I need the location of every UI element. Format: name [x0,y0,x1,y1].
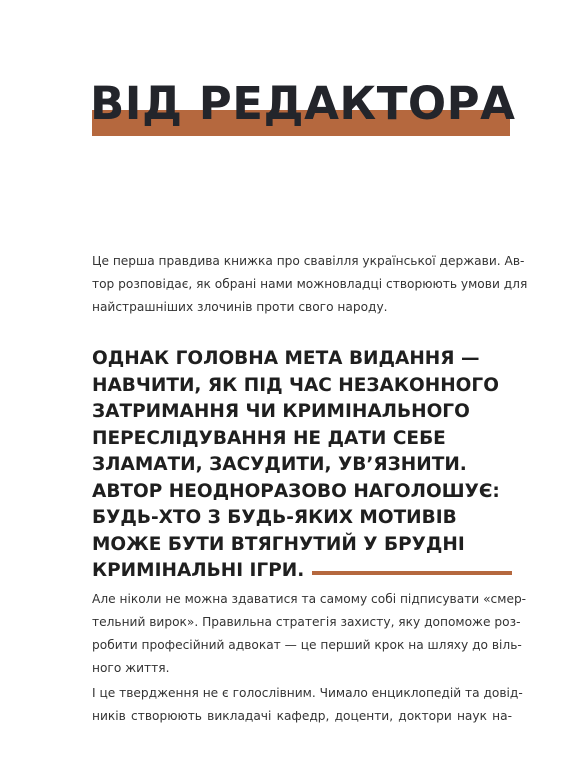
quote-line-5: ЗЛАМАТИ, ЗАСУДИТИ, УВ’ЯЗНИТИ. [92,454,467,475]
strategy-line-4: ного життя. [92,661,170,675]
quote-line-6: АВТОР НЕОДНОРАЗОВО НАГОЛОШУЄ: [92,480,500,502]
strategy-paragraph [92,588,527,680]
intro-line-2: тор розповідає, як обрані нами можновладці створюють умови для [92,277,528,291]
intro-paragraph [92,250,528,319]
intro-line-3: найстрашніших злочинів проти свого народу. [92,300,388,314]
strategy-line-3: робити професійний адвокат — це перший крок на шляху до віль- [92,638,522,652]
quote-accent-rule [312,571,512,575]
quote-line-1: ОДНАК ГОЛОВНА МЕТА ВИДАННЯ — [92,348,480,369]
evidence-line-2: ників створюють викладачі кафедр, доценти, доктори наук на- [92,709,512,723]
quote-last-row [92,558,512,585]
evidence-paragraph [92,682,523,728]
page-title: ВІД РЕДАКТОРА [90,77,516,130]
pull-quote [92,346,512,585]
intro-line-1: Це перша правдива книжка про свавілля української держави. Ав- [92,254,525,268]
strategy-line-1: Але ніколи не можна здаватися та самому собі підписувати «смер- [92,592,527,606]
quote-line-9: КРИМІНАЛЬНІ ІГРИ. [92,560,305,581]
quote-line-4: ПЕРЕСЛІДУВАННЯ НЕ ДАТИ СЕБЕ [92,427,446,449]
title-block [90,77,516,144]
quote-line-8: МОЖЕ БУТИ ВТЯГНУТИЙ У БРУДНІ [92,533,465,555]
quote-line-3: ЗАТРИМАННЯ ЧИ КРИМІНАЛЬНОГО [92,401,470,422]
quote-line-7: БУДЬ-ХТО З БУДЬ-ЯКИХ МОТИВІВ [92,507,457,528]
strategy-line-2: тельний вирок». Правильна стратегія захисту, яку допоможе роз- [92,615,521,629]
evidence-line-1: І це твердження не є голослівним. Чимало енциклопедій та довід- [92,686,523,700]
quote-line-2: НАВЧИТИ, ЯК ПІД ЧАС НЕЗАКОННОГО [92,374,499,396]
